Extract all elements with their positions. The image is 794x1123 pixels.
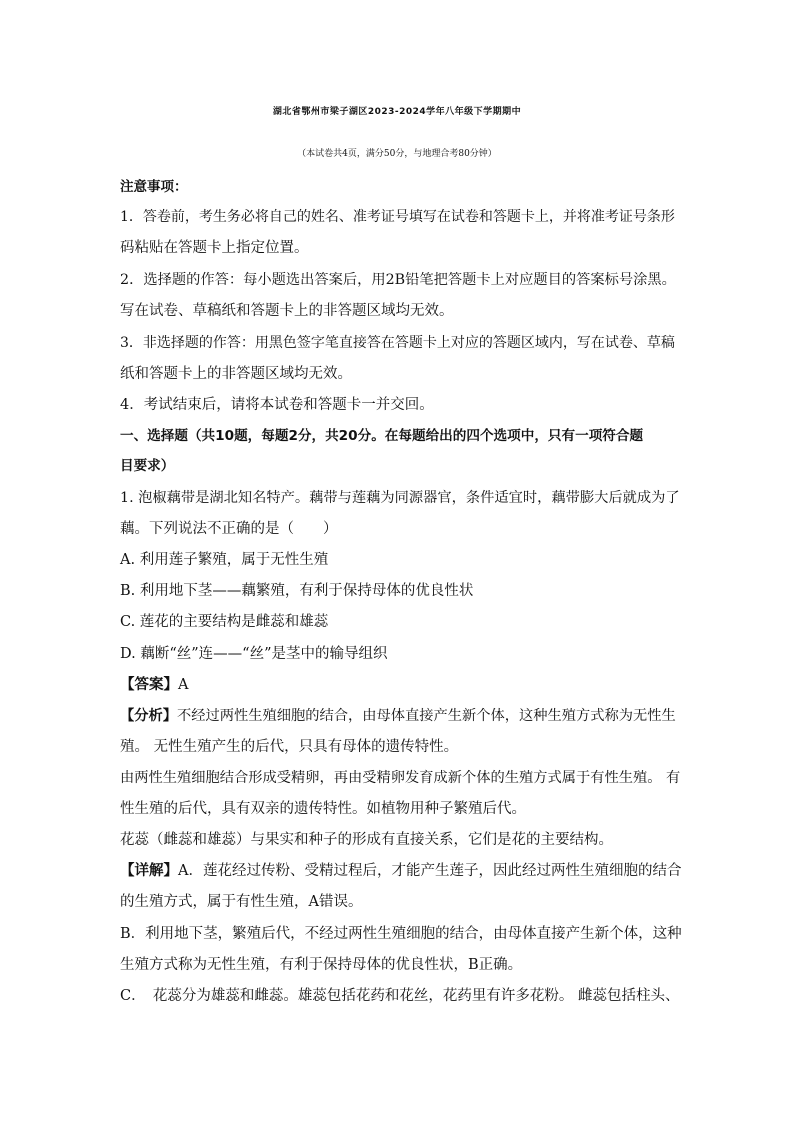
option-b: B. 利用地下茎——藕繁殖，有利于保持母体的优良性状 <box>120 583 474 599</box>
section-heading-cont: 目要求） <box>120 458 175 474</box>
notice-line: 4．考试结束后，请将本试卷和答题卡一并交回。 <box>120 397 434 413</box>
detail-text: 的生殖方式，属于有性生殖，A错误。 <box>120 894 363 910</box>
notice-line: 3．非选择题的作答：用黑色签字笔直接答在答题卡上对应的答题区域内，写在试卷、草稿 <box>120 335 675 351</box>
answer-tag: 【答案】 <box>120 677 178 693</box>
analysis-text: 由两性生殖细胞结合形成受精卵，再由受精卵发育成新个体的生殖方式属于有性生殖。 有 <box>120 770 681 786</box>
page-subtitle: （本试卷共4页，满分50分，与地理合考80分钟） <box>297 149 497 159</box>
section-heading: 一、选择题（共10题，每题2分，共20分。在每题给出的四个选项中，只有一项符合题 <box>120 428 644 444</box>
analysis-text: 性生殖的后代，具有双亲的遗传特性。如植物用种子繁殖后代。 <box>120 801 526 817</box>
detail-line <box>120 861 681 881</box>
analysis-line <box>120 706 676 726</box>
question-stem: 藕。下列说法不正确的是（ ） <box>120 521 338 537</box>
option-a: A. 利用莲子繁殖，属于无性生殖 <box>120 552 329 568</box>
answer-value: A <box>178 677 189 693</box>
answer-line <box>120 675 188 695</box>
analysis-text: 花蕊（雌蕊和雄蕊）与果实和种子的形成有直接关系，它们是花的主要结构。 <box>120 832 613 848</box>
notice-heading: 注意事项： <box>120 179 188 195</box>
notice-line: 2．选择题的作答：每小题选出答案后，用2B铅笔把答题卡上对应题目的答案标号涂黑。 <box>120 272 676 288</box>
notice-line: 1．答卷前，考生务必将自己的姓名、准考证号填写在试卷和答题卡上，并将准考证号条形 <box>120 209 675 225</box>
detail-text: A．莲花经过传粉、受精过程后，才能产生莲子，因此经过两性生殖细胞的结合 <box>178 863 682 879</box>
detail-tag: 【详解】 <box>120 863 178 879</box>
page-title: 湖北省鄂州市梁子湖区2023-2024学年八年级下学期期中 <box>272 107 522 117</box>
analysis-tag: 【分析】 <box>120 708 178 724</box>
option-c: C. 莲花的主要结构是雌蕊和雄蕊 <box>120 614 329 630</box>
analysis-text: 殖。 无性生殖产生的后代，只具有母体的遗传特性。 <box>120 739 459 755</box>
detail-text: 生殖方式称为无性生殖，有利于保持母体的优良性状，B正确。 <box>120 957 523 973</box>
detail-text: C． 花蕊分为雄蕊和雌蕊。雄蕊包括花药和花丝，花药里有许多花粉。 雌蕊包括柱头、 <box>120 988 680 1004</box>
notice-line: 纸和答题卡上的非答题区域均无效。 <box>120 366 352 382</box>
analysis-text: 不经过两性生殖细胞的结合，由母体直接产生新个体，这种生殖方式称为无性生 <box>177 708 676 724</box>
option-d: D. 藕断“丝”连——“丝”是茎中的输导组织 <box>120 646 388 662</box>
question-stem: 1. 泡椒藕带是湖北知名特产。藕带与莲藕为同源器官，条件适宜时，藕带膨大后就成为了 <box>120 490 680 506</box>
notice-line: 码粘贴在答题卡上指定位置。 <box>120 240 309 256</box>
notice-line: 写在试卷、草稿纸和答题卡上的非答题区域均无效。 <box>120 303 454 319</box>
detail-text: B．利用地下茎，繁殖后代，不经过两性生殖细胞的结合，由母体直接产生新个体，这种 <box>120 926 682 942</box>
